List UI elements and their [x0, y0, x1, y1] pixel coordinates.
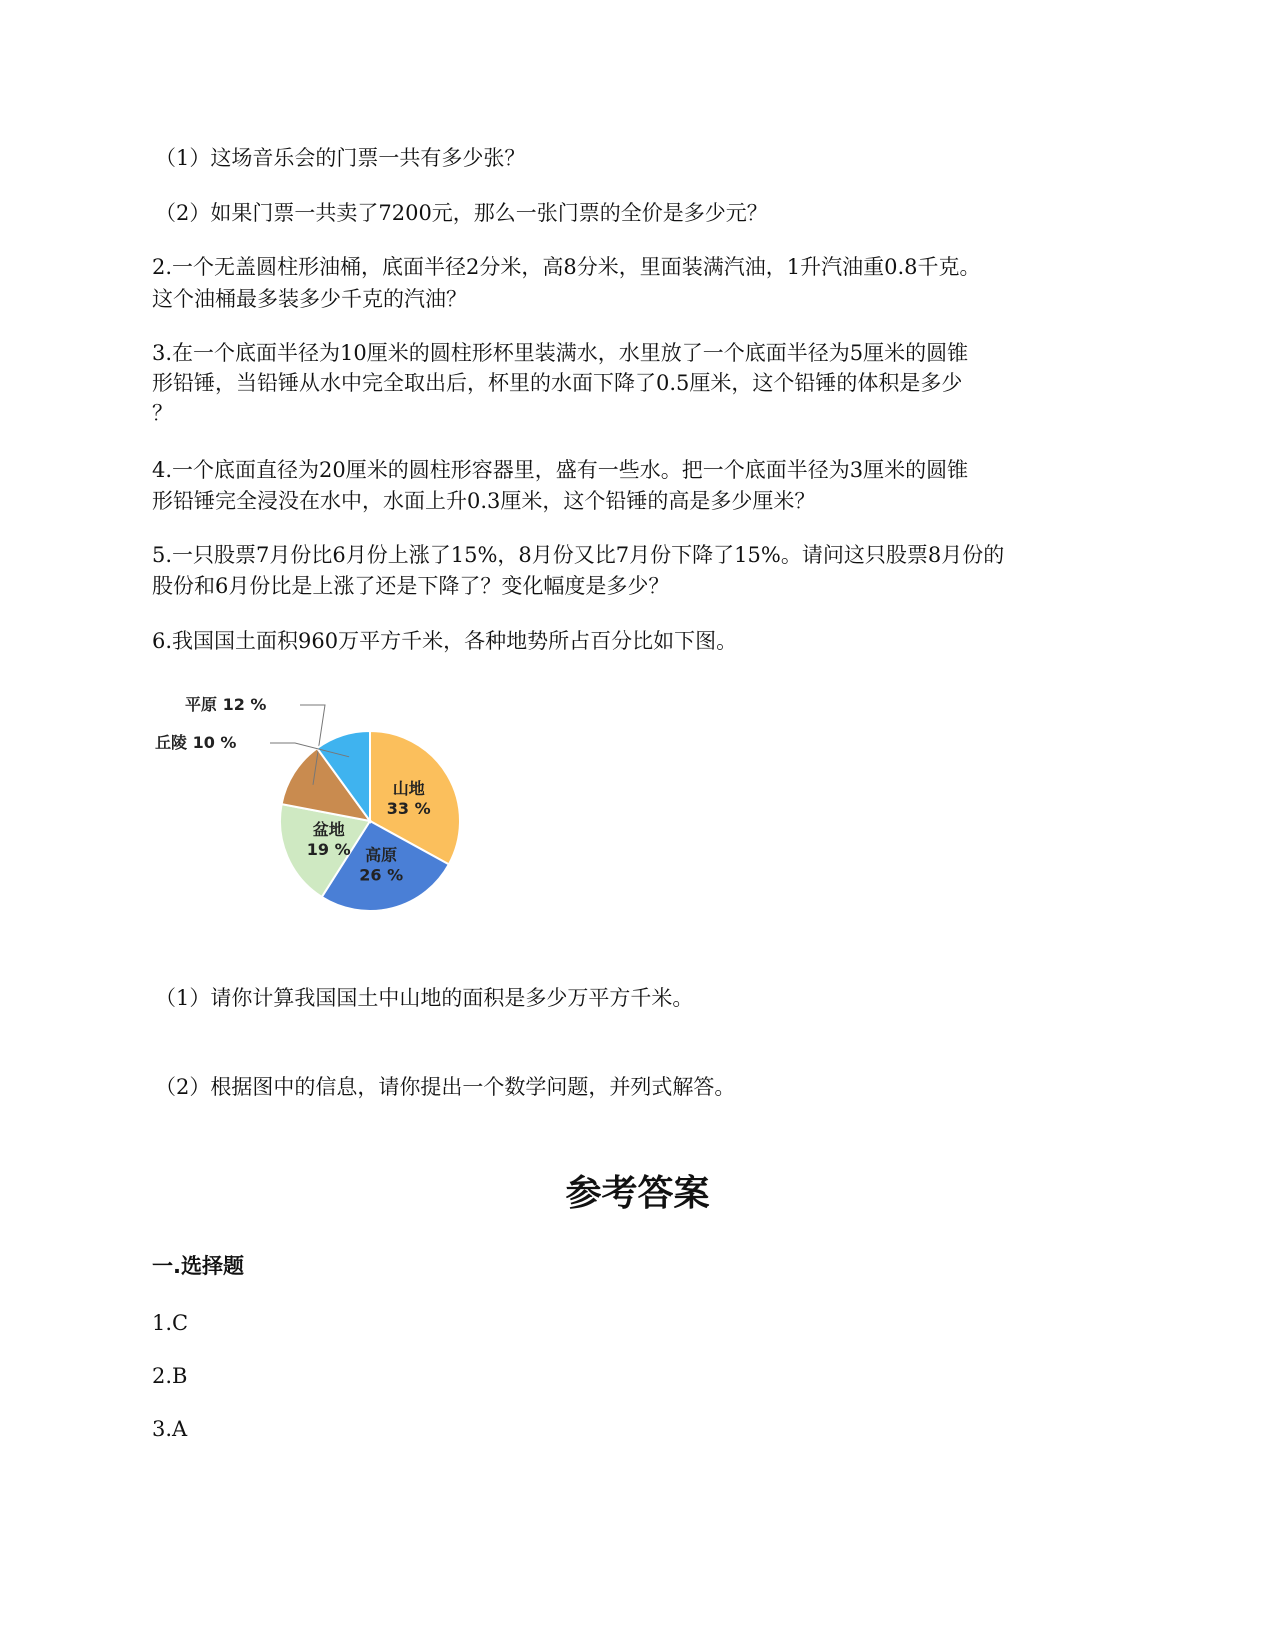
section-title-multiple-choice: 一.选择题	[152, 1254, 244, 1278]
question-6: 6.我国国土面积960万平方千米，各种地势所占百分比如下图。	[152, 629, 738, 653]
question-4-line-2: 形铅锤完全浸没在水中，水面上升0.3厘米，这个铅锤的高是多少厘米？	[152, 489, 816, 513]
pie-category-label: 高原	[365, 845, 398, 865]
answer-item: 3.A	[152, 1417, 188, 1441]
pie-outside-label: 平原 12 %	[185, 695, 267, 714]
question-6-part-1: （1）请你计算我国国土中山地的面积是多少万平方千米。	[155, 986, 694, 1010]
question-3-line-1: 3.在一个底面半径为10厘米的圆柱形杯里装满水，水里放了一个底面半径为5厘米的圆锥	[152, 341, 969, 365]
answer-item: 2.B	[152, 1364, 188, 1388]
pie-value-label: 26 %	[359, 865, 404, 885]
question-5-line-1: 5.一只股票7月份比6月份上涨了15%，8月份又比7月份下降了15%。请问这只股票8月份的	[152, 543, 1005, 567]
pie-value-label: 19 %	[306, 839, 351, 859]
answer-key-title: 参考答案	[565, 1173, 710, 1214]
pie-outside-label: 丘陵 10 %	[155, 733, 237, 752]
question-1-part-2: （2）如果门票一共卖了7200元，那么一张门票的全价是多少元？	[155, 201, 768, 225]
answer-item: 1.C	[152, 1311, 189, 1335]
question-2-line-2: 这个油桶最多装多少千克的汽油？	[152, 287, 467, 311]
question-4-line-1: 4.一个底面直径为20厘米的圆柱形容器里，盛有一些水。把一个底面半径为3厘米的圆锥	[152, 458, 969, 482]
question-2-line-1: 2.一个无盖圆柱形油桶，底面半径2分米，高8分米，里面装满汽油，1升汽油重0.8千克。	[152, 255, 981, 279]
question-3-line-3: ？	[152, 401, 173, 425]
question-3-line-2: 形铅锤，当铅锤从水中完全取出后，杯里的水面下降了0.5厘米，这个铅锤的体积是多少	[152, 371, 963, 395]
pie-category-label: 山地	[392, 779, 425, 799]
question-6-part-2: （2）根据图中的信息，请你提出一个数学问题，并列式解答。	[155, 1075, 736, 1099]
terrain-pie-chart	[150, 695, 470, 918]
pie-category-label: 盆地	[312, 819, 345, 839]
question-1-part-1: （1）这场音乐会的门票一共有多少张？	[155, 146, 526, 170]
pie-value-label: 33 %	[386, 799, 431, 819]
question-5-line-2: 股份和6月份比是上涨了还是下降了？变化幅度是多少？	[152, 574, 670, 598]
